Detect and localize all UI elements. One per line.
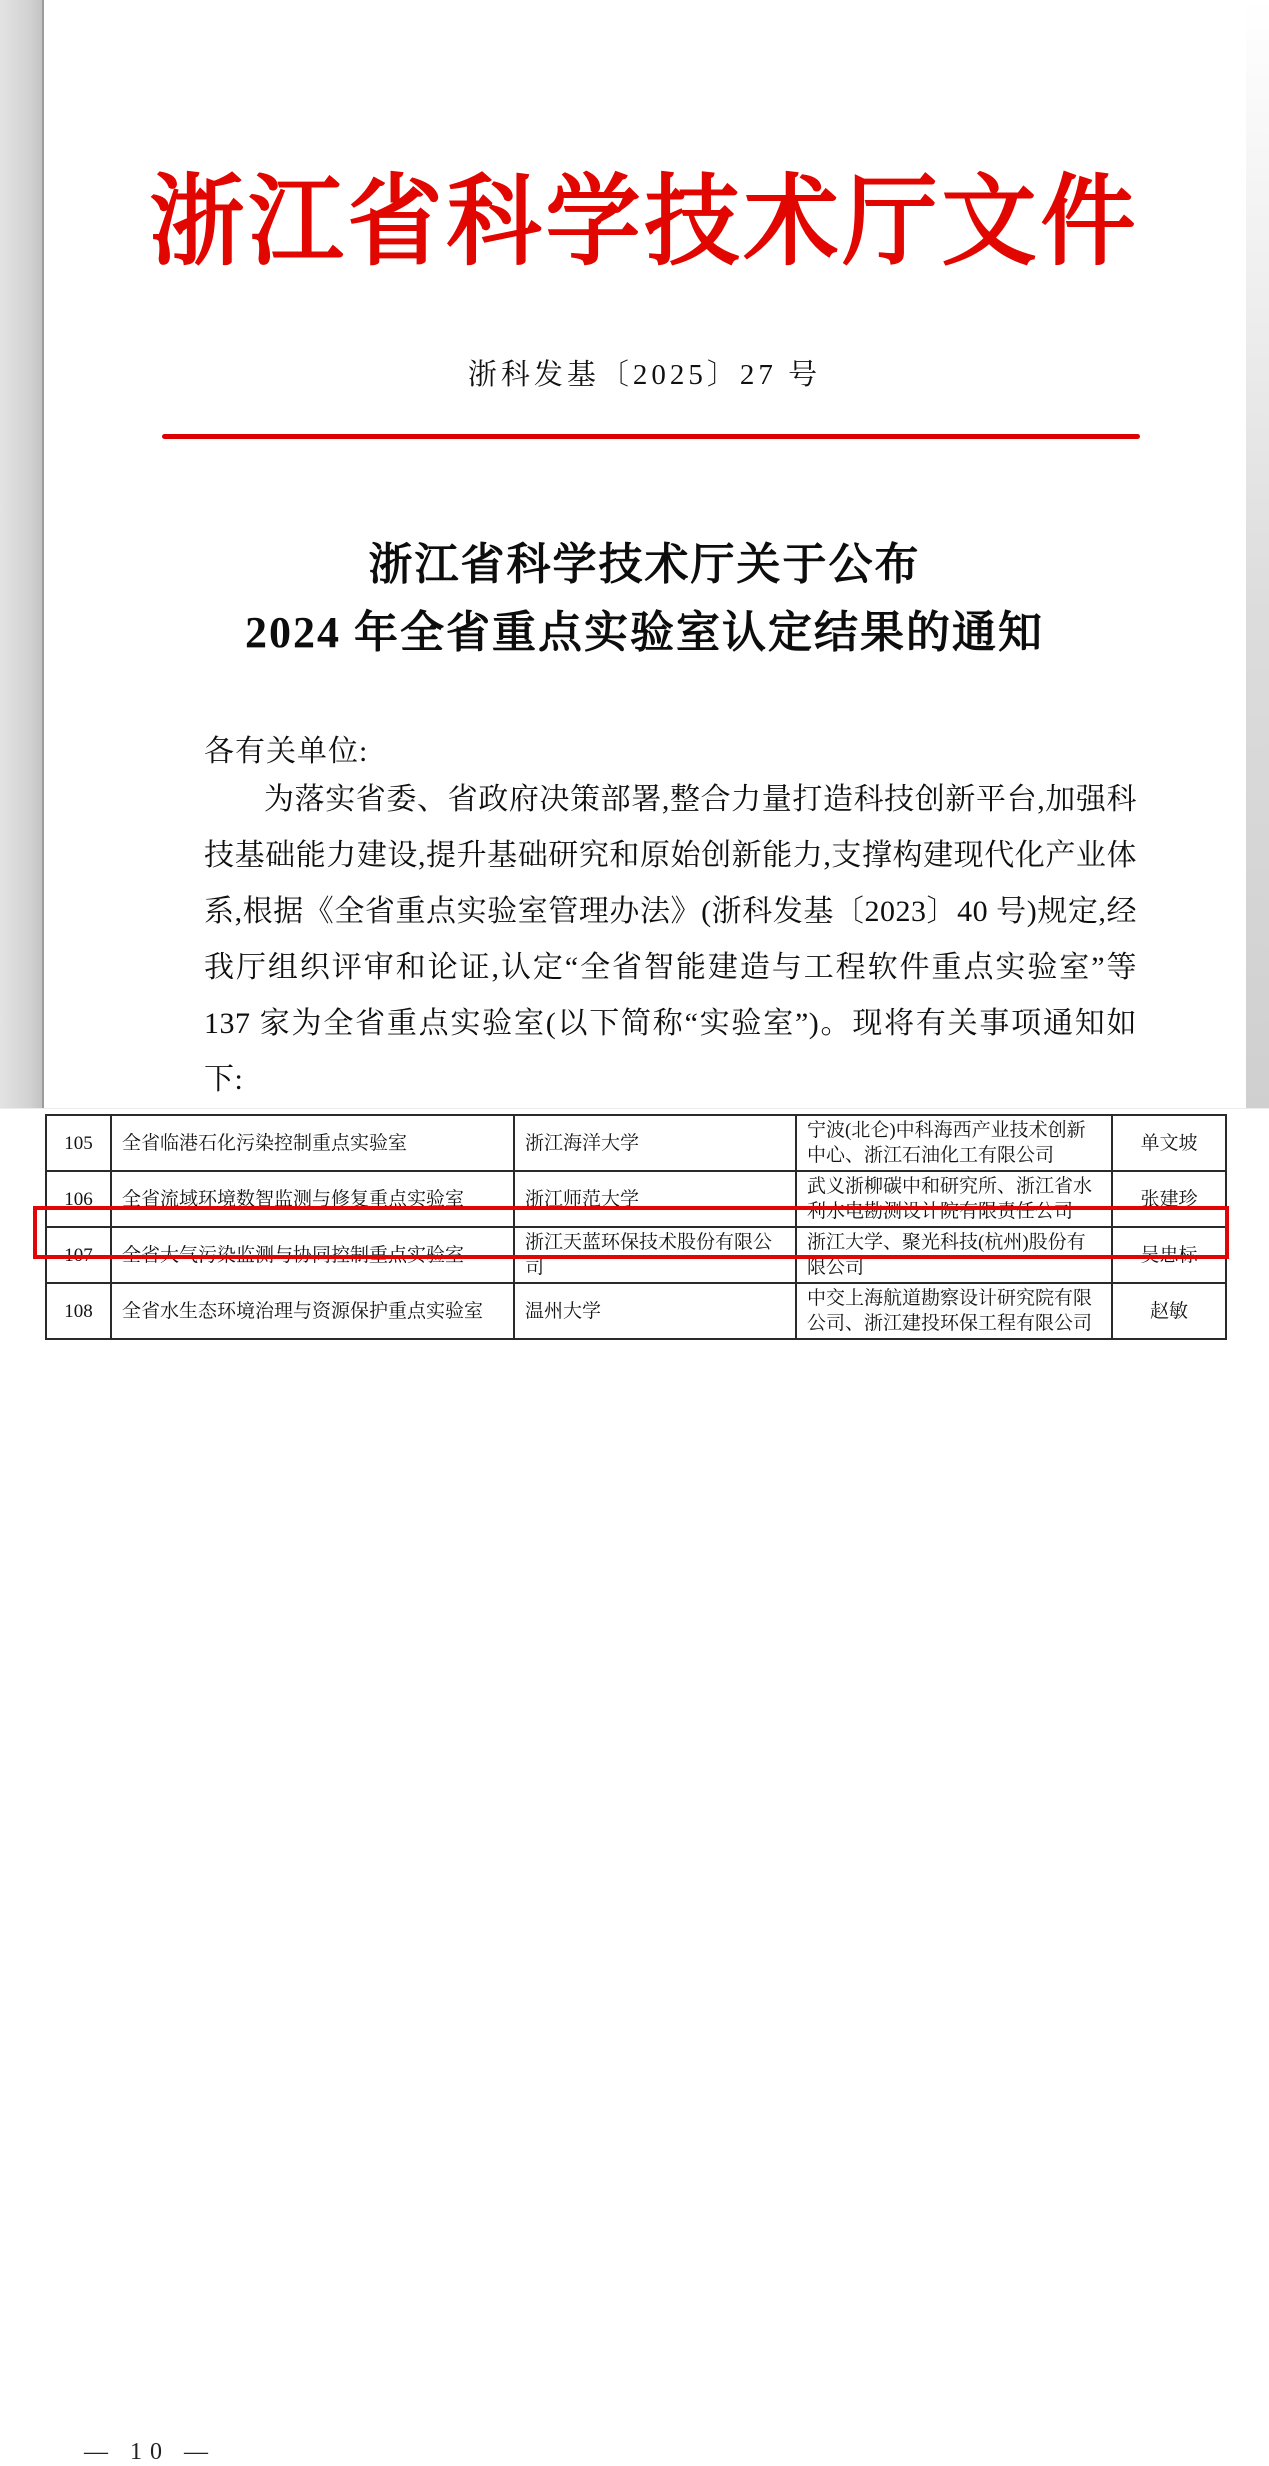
institution-cell: 浙江师范大学 xyxy=(514,1171,796,1227)
director-cell: 吴忠标 xyxy=(1112,1227,1226,1283)
page-number: — 10 — xyxy=(84,2439,216,2465)
lab-name-cell: 全省大气污染监测与协同控制重点实验室 xyxy=(111,1227,514,1283)
institution-cell: 浙江海洋大学 xyxy=(514,1115,796,1171)
table-row-108 xyxy=(46,1283,1226,1339)
page-left-edge xyxy=(0,0,44,1108)
highlight-box-row-107 xyxy=(33,1206,1229,1259)
lab-name-cell: 全省水生态环境治理与资源保护重点实验室 xyxy=(111,1283,514,1339)
partners-cell: 武义浙柳碳中和研究所、浙江省水利水电勘测设计院有限责任公司 xyxy=(796,1171,1112,1227)
institution-cell: 温州大学 xyxy=(514,1283,796,1339)
table-row-105 xyxy=(46,1115,1226,1171)
lab-name-cell: 全省流域环境数智监测与修复重点实验室 xyxy=(111,1171,514,1227)
row-number: 108 xyxy=(46,1283,111,1339)
partners-cell: 浙江大学、聚光科技(杭州)股份有限公司 xyxy=(796,1227,1112,1283)
body-paragraph: 为落实省委、省政府决策部署,整合力量打造科技创新平台,加强科技基础能力建设,提升基础研究和原始创新能力,支撑构建现代化产业体系,根据《全省重点实验室管理办法》(浙科发基〔2023〕40 号)规定,经我厅组织评审和论证,认定“全省智能建造与工程软件重点实验室”等 137 家为全省重点实验室(以下简称“实验室”)。现将有关事项通知如下: xyxy=(204,783,1137,1096)
partners-cell: 宁波(北仑)中科海西产业技术创新中心、浙江石油化工有限公司 xyxy=(796,1115,1112,1171)
notice-title-line2: 2024 年全省重点实验室认定结果的通知 xyxy=(245,608,1044,657)
lab-name-cell: 全省临港石化污染控制重点实验室 xyxy=(111,1115,514,1171)
page-right-edge xyxy=(1246,0,1269,1113)
salutation: 各有关单位: xyxy=(204,735,369,768)
document-page xyxy=(0,0,1269,1108)
director-cell: 单文坡 xyxy=(1112,1115,1226,1171)
letterhead-title: 浙江省科学技术厅文件 xyxy=(149,167,1140,278)
partners-cell: 中交上海航道勘察设计研究院有限公司、浙江建投环保工程有限公司 xyxy=(796,1283,1112,1339)
document-number: 浙科发基〔2025〕27 号 xyxy=(467,359,822,391)
institution-cell: 浙江天蓝环保技术股份有限公司 xyxy=(514,1227,796,1283)
letterhead-red-rule xyxy=(162,434,1140,439)
director-cell: 赵敏 xyxy=(1112,1283,1226,1339)
row-number: 106 xyxy=(46,1171,111,1227)
director-cell: 张建珍 xyxy=(1112,1171,1226,1227)
row-number: 107 xyxy=(46,1227,111,1283)
notice-title-line1: 浙江省科学技术厅关于公布 xyxy=(368,540,921,589)
row-number: 105 xyxy=(46,1115,111,1171)
